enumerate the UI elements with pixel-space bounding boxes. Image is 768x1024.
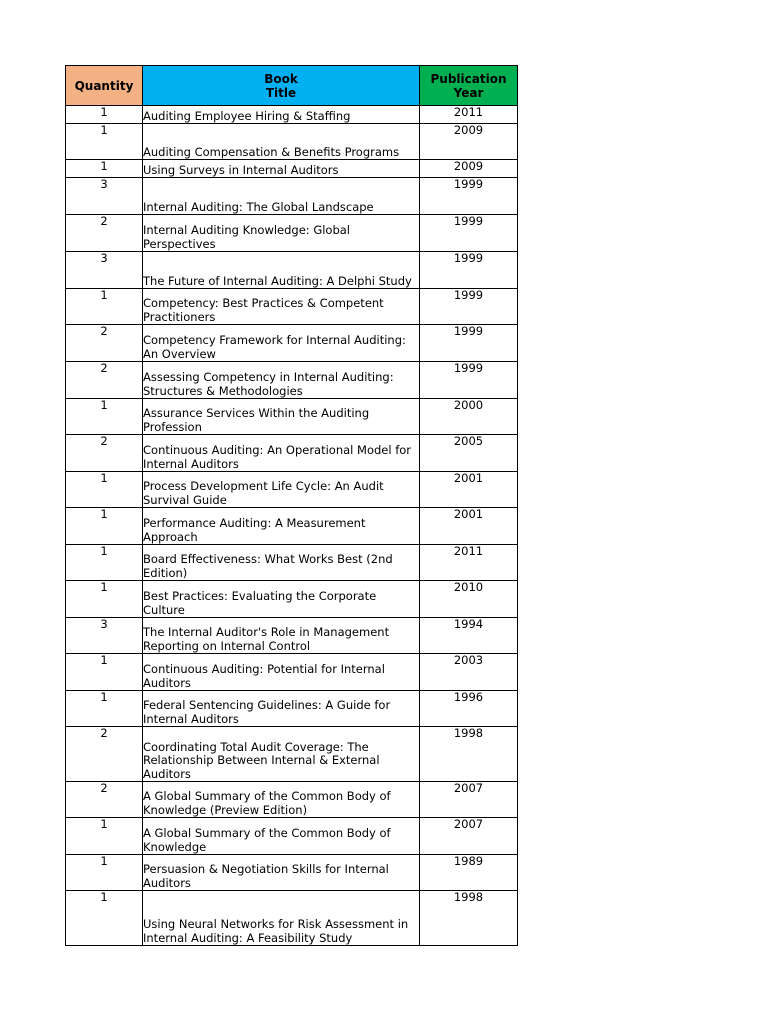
book-title-cell[interactable]: Competency: Best Practices & Competent Practitioners	[143, 289, 420, 325]
table-row[interactable]	[66, 435, 518, 472]
title-header[interactable]	[143, 66, 420, 106]
publication-year-cell[interactable]: 1998	[420, 891, 518, 946]
year-header[interactable]	[420, 66, 518, 106]
quantity-cell[interactable]: 1	[66, 106, 143, 124]
quantity-cell[interactable]: 1	[66, 691, 143, 727]
book-title-cell[interactable]: Using Neural Networks for Risk Assessment in Internal Auditing: A Feasibility Study	[143, 891, 420, 946]
table-row[interactable]	[66, 545, 518, 581]
publication-year-cell[interactable]: 2001	[420, 472, 518, 508]
table-row[interactable]	[66, 124, 518, 160]
quantity-cell[interactable]: 1	[66, 855, 143, 891]
book-title-cell[interactable]: Auditing Employee Hiring & Staffing	[143, 106, 420, 124]
book-title-cell[interactable]: Process Development Life Cycle: An Audit Survival Guide	[143, 472, 420, 508]
publication-year-cell[interactable]: 2009	[420, 160, 518, 178]
year-header-line2: Year	[453, 85, 484, 100]
publication-year-cell[interactable]: 2007	[420, 818, 518, 855]
publication-year-cell[interactable]: 1994	[420, 618, 518, 654]
book-title-cell[interactable]: Coordinating Total Audit Coverage: The Relationship Between Internal & External Auditors	[143, 727, 420, 782]
book-title-cell[interactable]: Best Practices: Evaluating the Corporate Culture	[143, 581, 420, 618]
table-row[interactable]	[66, 855, 518, 891]
book-title-cell[interactable]: Board Effectiveness: What Works Best (2nd Edition)	[143, 545, 420, 581]
table-row[interactable]	[66, 362, 518, 399]
table-row[interactable]	[66, 106, 518, 124]
header-row	[66, 66, 518, 106]
table-row[interactable]	[66, 654, 518, 691]
book-title-cell[interactable]: Continuous Auditing: Potential for Internal Auditors	[143, 654, 420, 691]
quantity-cell[interactable]: 3	[66, 252, 143, 289]
publication-year-cell[interactable]: 1999	[420, 325, 518, 362]
table-body	[66, 106, 518, 946]
quantity-header[interactable]	[66, 66, 143, 106]
publication-year-cell[interactable]: 1999	[420, 215, 518, 252]
table-row[interactable]	[66, 691, 518, 727]
quantity-cell[interactable]: 1	[66, 891, 143, 946]
book-title-cell[interactable]: The Future of Internal Auditing: A Delphi Study	[143, 252, 420, 289]
book-title-cell[interactable]: Continuous Auditing: An Operational Model for Internal Auditors	[143, 435, 420, 472]
table-row[interactable]	[66, 891, 518, 946]
table-row[interactable]	[66, 472, 518, 508]
book-title-cell[interactable]: Persuasion & Negotiation Skills for Internal Auditors	[143, 855, 420, 891]
quantity-cell[interactable]: 2	[66, 782, 143, 818]
quantity-cell[interactable]: 3	[66, 178, 143, 215]
publication-year-cell[interactable]: 1999	[420, 178, 518, 215]
title-header-line2: Title	[265, 85, 297, 100]
publication-year-cell[interactable]: 1998	[420, 727, 518, 782]
table-row[interactable]	[66, 508, 518, 545]
book-title-cell[interactable]: Performance Auditing: A Measurement Approach	[143, 508, 420, 545]
table-row[interactable]	[66, 818, 518, 855]
quantity-cell[interactable]: 1	[66, 508, 143, 545]
table-row[interactable]	[66, 252, 518, 289]
quantity-cell[interactable]: 1	[66, 472, 143, 508]
quantity-cell[interactable]: 1	[66, 581, 143, 618]
publication-year-cell[interactable]: 1999	[420, 362, 518, 399]
publication-year-cell[interactable]: 2000	[420, 399, 518, 435]
book-title-cell[interactable]: Internal Auditing Knowledge: Global Perspectives	[143, 215, 420, 252]
publication-year-cell[interactable]: 2010	[420, 581, 518, 618]
books-table	[65, 65, 518, 946]
table-row[interactable]	[66, 325, 518, 362]
quantity-cell[interactable]: 2	[66, 362, 143, 399]
table-row[interactable]	[66, 399, 518, 435]
quantity-cell[interactable]: 1	[66, 654, 143, 691]
table-row[interactable]	[66, 581, 518, 618]
publication-year-cell[interactable]: 1999	[420, 252, 518, 289]
quantity-cell[interactable]: 1	[66, 818, 143, 855]
book-title-cell[interactable]: Auditing Compensation & Benefits Programs	[143, 124, 420, 160]
quantity-cell[interactable]: 2	[66, 727, 143, 782]
book-title-cell[interactable]: Competency Framework for Internal Auditing: An Overview	[143, 325, 420, 362]
table-row[interactable]	[66, 215, 518, 252]
quantity-cell[interactable]: 1	[66, 124, 143, 160]
book-title-cell[interactable]: Assurance Services Within the Auditing Profession	[143, 399, 420, 435]
publication-year-cell[interactable]: 1989	[420, 855, 518, 891]
book-title-cell[interactable]: A Global Summary of the Common Body of Knowledge	[143, 818, 420, 855]
book-title-cell[interactable]: Assessing Competency in Internal Auditing: Structures & Methodologies	[143, 362, 420, 399]
table-row[interactable]	[66, 178, 518, 215]
publication-year-cell[interactable]: 2011	[420, 545, 518, 581]
year-header-line1: Publication	[430, 71, 507, 86]
publication-year-cell[interactable]: 1996	[420, 691, 518, 727]
quantity-cell[interactable]: 3	[66, 618, 143, 654]
publication-year-cell[interactable]: 1999	[420, 289, 518, 325]
quantity-cell[interactable]: 1	[66, 545, 143, 581]
publication-year-cell[interactable]: 2005	[420, 435, 518, 472]
table-row[interactable]	[66, 289, 518, 325]
quantity-cell[interactable]: 2	[66, 435, 143, 472]
quantity-cell[interactable]: 1	[66, 160, 143, 178]
quantity-cell[interactable]: 1	[66, 289, 143, 325]
quantity-header-label: Quantity	[74, 78, 134, 93]
book-title-cell[interactable]: Internal Auditing: The Global Landscape	[143, 178, 420, 215]
quantity-cell[interactable]: 1	[66, 399, 143, 435]
table-row[interactable]	[66, 160, 518, 178]
book-title-cell[interactable]: Federal Sentencing Guidelines: A Guide for Internal Auditors	[143, 691, 420, 727]
title-header-line1: Book	[264, 71, 298, 86]
publication-year-cell[interactable]: 2011	[420, 106, 518, 124]
table-row[interactable]	[66, 782, 518, 818]
quantity-cell[interactable]: 2	[66, 215, 143, 252]
book-title-cell[interactable]: The Internal Auditor's Role in Management Reporting on Internal Control	[143, 618, 420, 654]
book-title-cell[interactable]: A Global Summary of the Common Body of Knowledge (Preview Edition)	[143, 782, 420, 818]
publication-year-cell[interactable]: 2001	[420, 508, 518, 545]
publication-year-cell[interactable]: 2009	[420, 124, 518, 160]
table-row[interactable]	[66, 727, 518, 782]
publication-year-cell[interactable]: 2003	[420, 654, 518, 691]
book-title-cell[interactable]: Using Surveys in Internal Auditors	[143, 160, 420, 178]
publication-year-cell[interactable]: 2007	[420, 782, 518, 818]
table-row[interactable]	[66, 618, 518, 654]
quantity-cell[interactable]: 2	[66, 325, 143, 362]
